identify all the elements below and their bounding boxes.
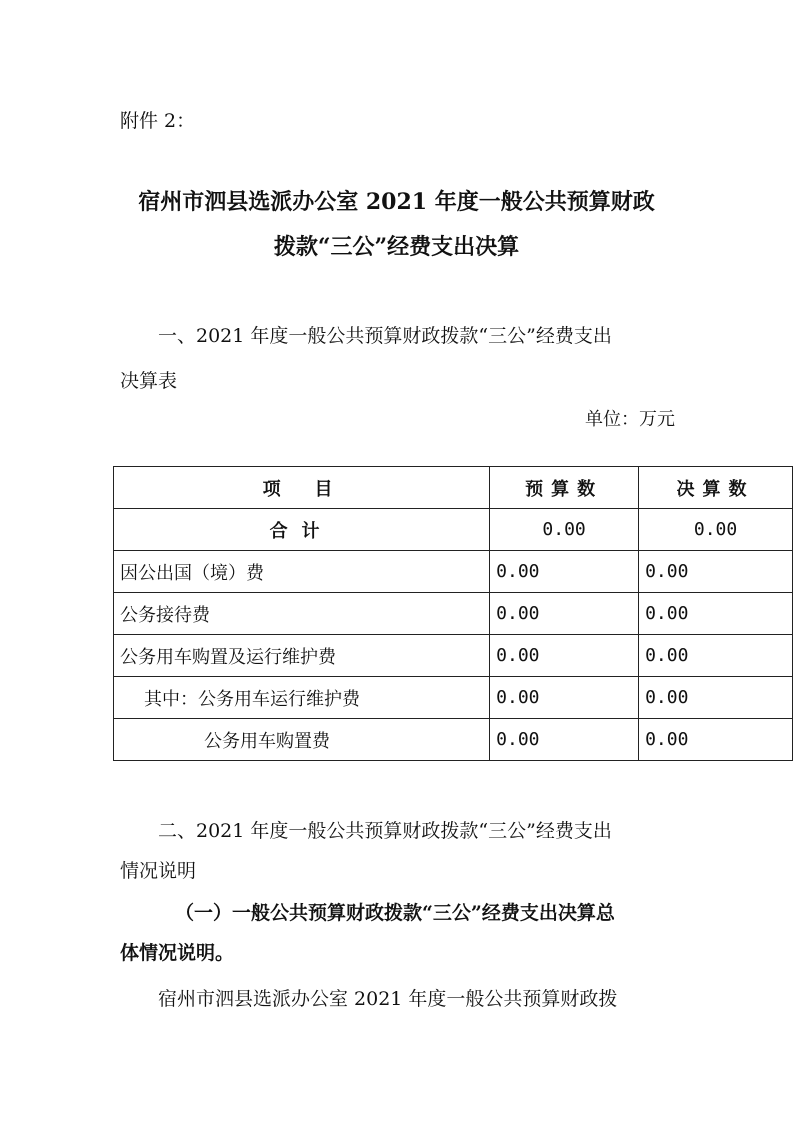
- total-actual: 0.00: [639, 509, 793, 551]
- total-budget: 0.00: [490, 509, 639, 551]
- row-actual: 0.00: [639, 719, 793, 761]
- header-item: 项 目: [114, 467, 490, 509]
- row-label: 公务用车购置费: [114, 719, 490, 761]
- section2-heading-line1: 二、2021 年度一般公共预算财政拨款“三公”经费支出: [158, 820, 612, 842]
- row-actual: 0.00: [639, 635, 793, 677]
- document-title-line2: 拨款“三公”经费支出决算: [273, 234, 520, 260]
- row-label: 其中：公务用车运行维护费: [114, 677, 490, 719]
- table-row: [114, 719, 793, 761]
- header-actual: 决算数: [639, 467, 793, 509]
- header-budget: 预算数: [490, 467, 639, 509]
- row-budget: 0.00: [490, 719, 639, 761]
- row-actual: 0.00: [639, 551, 793, 593]
- table-total-row: [114, 509, 793, 551]
- document-title-line1: 宿州市泗县选派办公室 2021 年度一般公共预算财政: [138, 189, 655, 215]
- attachment-label: 附件 2：: [120, 110, 196, 132]
- table-row: [114, 635, 793, 677]
- row-label: 因公出国（境）费: [114, 551, 490, 593]
- table-row: [114, 593, 793, 635]
- row-budget: 0.00: [490, 677, 639, 719]
- paragraph-text: 宿州市泗县选派办公室 2021 年度一般公共预算财政拨: [158, 988, 618, 1010]
- row-budget: 0.00: [490, 635, 639, 677]
- total-label: 合计: [114, 509, 490, 551]
- row-label: 公务接待费: [114, 593, 490, 635]
- unit-label: 单位：万元: [585, 409, 675, 430]
- expenditure-table: [113, 466, 793, 761]
- subsection1-heading-line2: 体情况说明。: [120, 942, 235, 964]
- section2-heading-line2: 情况说明: [120, 860, 197, 882]
- row-budget: 0.00: [490, 593, 639, 635]
- table-header-row: [114, 467, 793, 509]
- subsection1-heading-line1: （一）一般公共预算财政拨款“三公”经费支出决算总: [175, 902, 615, 924]
- row-label: 公务用车购置及运行维护费: [114, 635, 490, 677]
- row-budget: 0.00: [490, 551, 639, 593]
- table-row: [114, 551, 793, 593]
- row-actual: 0.00: [639, 677, 793, 719]
- row-actual: 0.00: [639, 593, 793, 635]
- section1-heading-line1: 一、2021 年度一般公共预算财政拨款“三公”经费支出: [158, 325, 612, 347]
- table-row: [114, 677, 793, 719]
- section1-heading-line2: 决算表: [120, 370, 178, 392]
